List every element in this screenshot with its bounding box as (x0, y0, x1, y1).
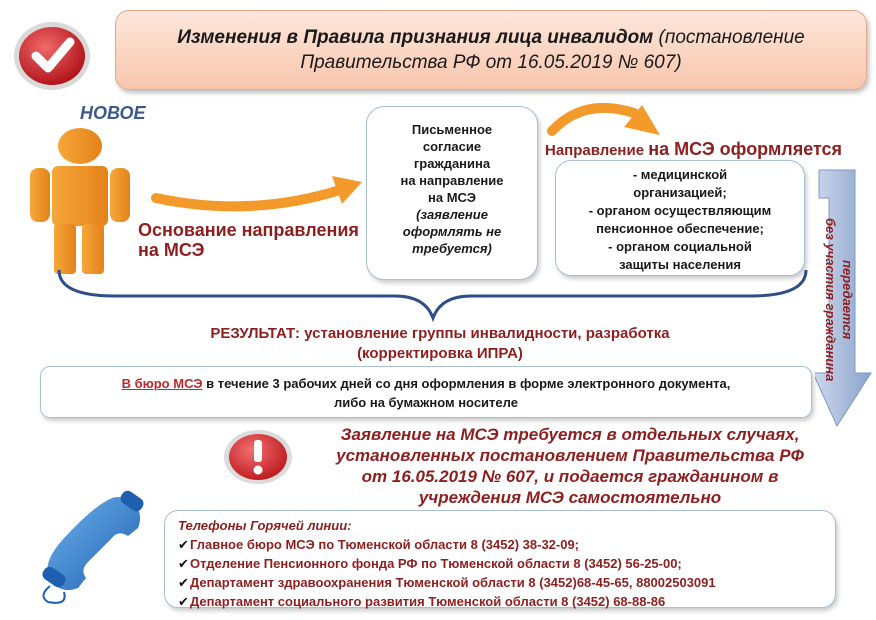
result-line-2: (корректировка ИПРА) (357, 345, 523, 362)
bureau-lead: В бюро МСЭ (121, 376, 203, 391)
vertical-line-2: без участия гражданина (823, 218, 838, 382)
consent-line: согласие (422, 139, 482, 154)
orgs-line: пенсионное обеспечение; (596, 221, 764, 236)
hotline-box (164, 510, 836, 608)
check-mark-icon: ✔ (178, 594, 189, 609)
result-line-1: РЕЗУЛЬТАТ: установление группы инвалидности, разработка (210, 325, 670, 342)
hotline-item-text: Отделение Пенсионного фонда РФ по Тюменской области 8 (3452) 56-25-00; (190, 556, 682, 571)
title-line-1 (177, 25, 805, 50)
bureau-line-1 (41, 374, 811, 393)
bureau-rest: в течение 3 рабочих дней со дня оформления в форме электронного документа, (202, 376, 731, 391)
hotline-item-text: Главное бюро МСЭ по Тюменской области 8 (3452) 38-32-09; (190, 537, 580, 552)
orgs-line: - органом осуществляющим (588, 203, 772, 218)
bureau-line-2: либо на бумажном носителе (334, 395, 518, 410)
consent-line: на направление (400, 173, 504, 188)
orgs-line: организацией; (633, 185, 727, 200)
statement-line: установленных постановлением Правительства РФ (336, 446, 804, 465)
title-banner (115, 10, 867, 90)
hotline-item (178, 592, 835, 611)
statement-line: от 16.05.2019 № 607, и подается гражданином в (361, 467, 779, 486)
vertical-line-1: передается (840, 260, 855, 340)
person-icon (18, 126, 140, 276)
consent-line: Письменное (411, 122, 493, 137)
check-mark-icon: ✔ (178, 556, 189, 571)
statement-line: Заявление на МСЭ требуется в отдельных случаях, (340, 425, 800, 444)
title-bold: Изменения в Правила признания лица инвалидом (177, 27, 654, 48)
consent-note-line: (заявление (416, 207, 488, 222)
vertical-note (820, 200, 856, 400)
hotline-item-text: Департамент здравоохранения Тюменской области 8 (3452)68-45-65, 88002503091 (190, 575, 716, 590)
basis-line-1: Основание направления (138, 220, 359, 240)
phone-icon (28, 488, 158, 608)
orgs-line: защиты населения (619, 257, 741, 272)
consent-line: гражданина (413, 156, 491, 171)
orgs-line: - органом социальной (608, 239, 752, 254)
hotline-item-text: Департамент социального развития Тюменской области 8 (3452) 68-88-86 (190, 594, 666, 609)
check-icon (8, 18, 96, 94)
curved-arrow-down-right (544, 97, 664, 141)
consent-note-line: оформлять не (402, 224, 502, 239)
direction-small: Направление (545, 142, 645, 159)
consent-box (366, 106, 538, 280)
hotline-item (178, 554, 835, 573)
orgs-line: - медицинской (632, 167, 728, 182)
basis-label (138, 220, 359, 260)
statement-line: учреждения МСЭ самостоятельно (418, 488, 722, 507)
curly-brace (55, 266, 810, 322)
hotline-item (178, 535, 835, 554)
bureau-box (40, 366, 812, 418)
check-mark-icon: ✔ (178, 575, 189, 590)
statement-text (300, 424, 840, 508)
warning-icon (220, 428, 296, 486)
check-mark-icon: ✔ (178, 537, 189, 552)
result-label (160, 324, 720, 364)
title-rest: (постановление (658, 27, 805, 48)
basis-line-2: на МСЭ (138, 240, 205, 260)
hotline-item (178, 573, 835, 592)
consent-line: на МСЭ (428, 190, 476, 205)
new-label: НОВОЕ (80, 103, 146, 123)
hotline-heading: Телефоны Горячей линии: (178, 518, 352, 533)
title-line-2: Правительства РФ от 16.05.2019 № 607) (300, 52, 682, 73)
curved-arrow-right (150, 168, 365, 216)
direction-big: на МСЭ оформляется (648, 139, 843, 159)
consent-note-line: требуется) (412, 241, 492, 256)
direction-label (545, 139, 842, 160)
orgs-box (555, 160, 805, 276)
